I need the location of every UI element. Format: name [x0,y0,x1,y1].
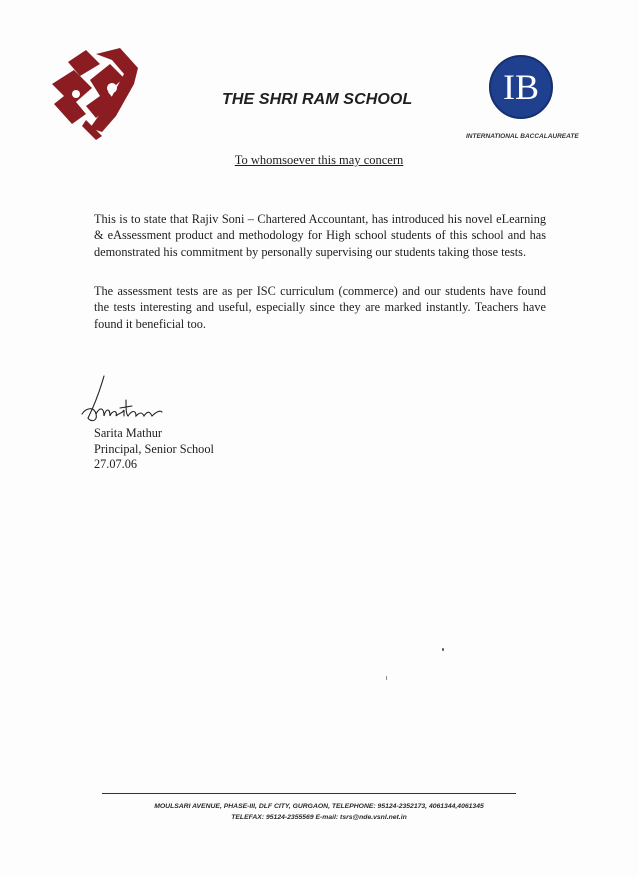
paragraph-2: The assessment tests are as per ISC curriculum (commerce) and our students have found the tests interesting and useful, especially since they are marked instantly. Teachers have found it beneficial too. [94,284,546,331]
shri-ram-school-logo [46,44,140,140]
footer-contact: TELEFAX: 95124-2355569 E-mail: tsrs@nde.vsnl.net.in [231,814,407,821]
ib-logo-text: IB [503,67,539,107]
signatory-block [94,426,214,473]
signatory-name: Sarita Mathur [94,426,162,440]
signatory-title: Principal, Senior School [94,441,214,456]
footer-divider [102,793,516,794]
scan-speck [442,648,444,651]
school-name: THE SHRI RAM SCHOOL [222,91,413,108]
footer-address: MOULSARI AVENUE, PHASE-III, DLF CITY, GURGAON, TELEPHONE: 95124-2352173, 4061344,4061345 [154,803,484,810]
letter-heading: To whomsoever this may concern [234,153,404,167]
ib-logo [488,54,554,120]
ib-caption: INTERNATIONAL BACCALAUREATE [466,133,579,140]
scan-speck [386,676,387,680]
letter-date: 27.07.06 [94,457,138,471]
paragraph-1: This is to state that Rajiv Soni – Chartered Accountant, has introduced his novel eLearning & eAssessment product and methodology for High school students of this school and has demonstrated his commitment by personally supervising our students taking those tests. [94,212,546,259]
principal-signature [80,372,190,428]
